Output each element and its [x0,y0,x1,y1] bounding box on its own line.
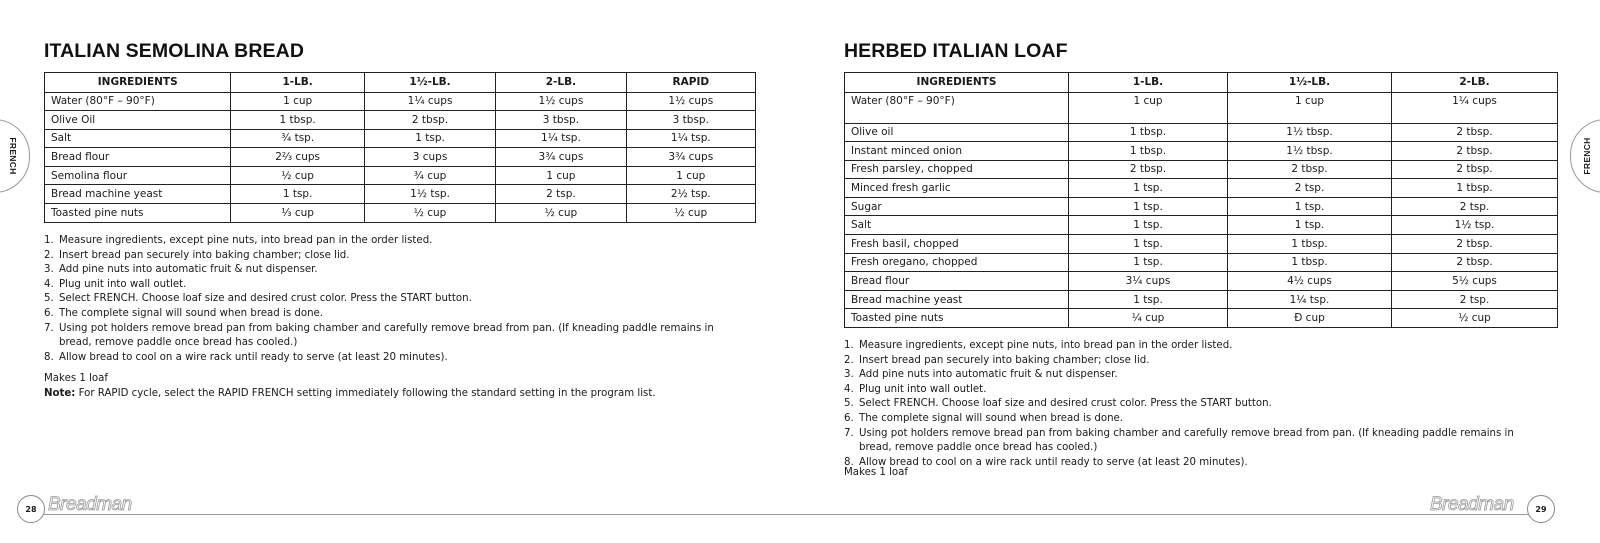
step-text: Plug unit into wall outlet. [859,383,987,395]
instruction-step [844,412,1534,427]
amount-cell: 1 tbsp. [1228,253,1392,272]
amount-cell: ¼ cup [1069,309,1228,328]
instruction-step [844,383,1534,398]
ingredient-cell: Water (80°F – 90°F) [45,92,231,111]
amount-cell: 1½ tbsp. [1228,123,1392,142]
yield-text: Makes 1 loaf [844,467,908,478]
ingredient-cell: Bread flour [45,148,231,167]
amount-cell: 1 tbsp. [1228,235,1392,254]
step-number: 7. [44,322,54,334]
instruction-step [44,234,734,249]
ingredient-cell: Sugar [845,197,1069,216]
step-text: The complete signal will sound when bread is done. [859,412,1124,424]
amount-cell: 1¼ tsp. [626,129,755,148]
amount-cell: 1 cup [496,166,626,185]
step-text: Insert bread pan securely into baking chamber; close lid. [59,249,350,261]
brand-logo: Breadman [48,494,132,515]
table-header-row [45,73,756,93]
step-number: 6. [844,412,854,424]
step-text: Add pine nuts into automatic fruit & nut dispenser. [59,264,318,276]
page-number: 29 [1527,495,1555,523]
table-row [845,123,1558,142]
right-page [800,0,1600,543]
amount-cell: 1 cup [1228,92,1392,123]
instruction-step [844,339,1534,354]
ingredient-cell: Bread flour [845,272,1069,291]
amount-cell: 1 tsp. [1069,197,1228,216]
amount-cell: 1¼ tsp. [1228,290,1392,309]
amount-cell: 2 tbsp. [1228,160,1392,179]
step-text: Allow bread to cool on a wire rack until ready to serve (at least 20 minutes). [859,456,1248,468]
amount-cell: 1 tsp. [1069,290,1228,309]
amount-cell: 2⅔ cups [231,148,364,167]
instruction-step [844,397,1534,412]
step-text: Measure ingredients, except pine nuts, into bread pan in the order listed. [59,235,433,246]
amount-cell: 2 tbsp. [1392,160,1558,179]
amount-cell: 5½ cups [1392,272,1558,291]
amount-cell: Ð cup [1228,309,1392,328]
amount-cell: 1 tsp. [1069,235,1228,254]
amount-cell: 3¾ cups [496,148,626,167]
step-text: Using pot holders remove bread pan from baking chamber and carefully remove bread from pan. (If kneading paddle remains in bread, remove paddle once bread has cooled.) [859,427,1514,454]
column-header: 1-LB. [1069,73,1228,93]
table-row [845,253,1558,272]
instructions-list [44,234,734,365]
amount-cell: ½ cup [364,204,495,223]
amount-cell: 1 tsp. [364,129,495,148]
column-header: RAPID [626,73,755,93]
instruction-step [44,292,734,307]
table-row [45,185,756,204]
amount-cell: 3 cups [364,148,495,167]
note-text [44,387,656,402]
step-text: Select FRENCH. Choose loaf size and desired crust color. Press the START button. [59,293,472,305]
amount-cell: 3 tbsp. [626,111,755,130]
step-number: 5. [844,398,854,410]
table-row [845,272,1558,291]
amount-cell: 1¼ tsp. [496,129,626,148]
amount-cell: ⅓ cup [231,204,364,223]
amount-cell: 2 tsp. [1392,197,1558,216]
note-body: For RAPID cycle, select the RAPID FRENCH setting immediately following the standard setting in the program list. [78,388,656,399]
ingredient-cell: Fresh oregano, chopped [845,253,1069,272]
table-row [845,92,1558,123]
section-tab-right [1570,119,1600,193]
amount-cell: 1 tsp. [1228,197,1392,216]
amount-cell: 2 tbsp. [364,111,495,130]
amount-cell: 1½ cups [626,92,755,111]
section-tab-left [0,119,30,193]
table-header-row [845,73,1558,93]
ingredient-cell: Fresh basil, chopped [845,235,1069,254]
step-number: 1. [44,235,54,246]
amount-cell: 1 tbsp. [1069,142,1228,161]
amount-cell: 1 tbsp. [1392,179,1558,198]
table-row [845,179,1558,198]
column-header: INGREDIENTS [845,73,1069,93]
instruction-step [44,322,734,351]
step-number: 4. [44,278,54,290]
amount-cell: 2 tsp. [1228,179,1392,198]
amount-cell: 1½ tsp. [1392,216,1558,235]
amount-cell: 1 tsp. [1228,216,1392,235]
table-row [845,290,1558,309]
amount-cell: 3¾ cups [626,148,755,167]
amount-cell: 2 tbsp. [1392,123,1558,142]
amount-cell: ½ cup [626,204,755,223]
amount-cell: 1 tsp. [1069,216,1228,235]
instruction-step [44,263,734,278]
recipe-title: ITALIAN SEMOLINA BREAD [44,40,305,62]
step-number: 1. [844,340,854,351]
section-tab-label: FRENCH [8,137,18,175]
column-header: 1½-LB. [364,73,495,93]
ingredient-cell: Toasted pine nuts [845,309,1069,328]
ingredients-table [844,72,1558,328]
step-number: 6. [44,307,54,319]
step-text: Add pine nuts into automatic fruit & nut dispenser. [859,369,1118,381]
amount-cell: 1 cup [231,92,364,111]
amount-cell: 1½ cups [496,92,626,111]
instruction-step [44,278,734,293]
step-number: 2. [844,354,854,366]
instruction-step [844,456,1534,471]
column-header: 1-LB. [231,73,364,93]
table-row [45,166,756,185]
step-text: Measure ingredients, except pine nuts, into bread pan in the order listed. [859,340,1233,351]
amount-cell: ¾ cup [364,166,495,185]
ingredient-cell: Olive Oil [45,111,231,130]
ingredient-cell: Toasted pine nuts [45,204,231,223]
brand-logo: Breadman [1430,494,1514,515]
step-text: Insert bread pan securely into baking chamber; close lid. [859,354,1150,366]
table-row [845,309,1558,328]
footer-rule [44,514,800,515]
column-header: 1½-LB. [1228,73,1392,93]
step-number: 7. [844,427,854,439]
amount-cell: 2 tsp. [1392,290,1558,309]
column-header: 2-LB. [496,73,626,93]
table-row [45,148,756,167]
column-header: INGREDIENTS [45,73,231,93]
ingredients-table [44,72,756,223]
step-number: 8. [44,351,54,363]
step-text: Select FRENCH. Choose loaf size and desired crust color. Press the START button. [859,398,1272,410]
amount-cell: 2 tbsp. [1392,142,1558,161]
ingredient-cell: Fresh parsley, chopped [845,160,1069,179]
amount-cell: ½ cup [231,166,364,185]
instruction-step [44,307,734,322]
instruction-step [844,354,1534,369]
step-text: The complete signal will sound when bread is done. [59,307,324,319]
amount-cell: 1½ tsp. [364,185,495,204]
yield-text: Makes 1 loaf [44,373,108,384]
amount-cell: 2 tsp. [496,185,626,204]
table-row [45,92,756,111]
amount-cell: ½ cup [496,204,626,223]
step-text: Allow bread to cool on a wire rack until ready to serve (at least 20 minutes). [59,351,448,363]
footer-rule [800,514,1540,515]
step-number: 4. [844,383,854,395]
instruction-step [44,351,734,366]
step-text: Using pot holders remove bread pan from baking chamber and carefully remove bread from pan. (If kneading paddle remains in bread, remove paddle once bread has cooled.) [59,322,714,349]
amount-cell: 2 tbsp. [1392,235,1558,254]
amount-cell: 1¼ cups [364,92,495,111]
step-number: 3. [44,264,54,276]
amount-cell: 3¼ cups [1069,272,1228,291]
amount-cell: 4½ cups [1228,272,1392,291]
page-number: 28 [17,495,45,523]
amount-cell: 1 tsp. [231,185,364,204]
recipe-title: HERBED ITALIAN LOAF [844,40,1068,62]
table-row [45,129,756,148]
table-row [45,111,756,130]
ingredient-cell: Bread machine yeast [845,290,1069,309]
section-tab-label: FRENCH [1582,137,1592,175]
step-number: 3. [844,369,854,381]
ingredient-cell: Semolina flour [45,166,231,185]
amount-cell: 2½ tsp. [626,185,755,204]
step-number: 8. [844,456,854,468]
amount-cell: 2 tbsp. [1392,253,1558,272]
table-row [845,216,1558,235]
instruction-step [44,249,734,264]
amount-cell: ½ cup [1392,309,1558,328]
table-row [845,160,1558,179]
ingredient-cell: Olive oil [845,123,1069,142]
amount-cell: 1 tsp. [1069,253,1228,272]
table-row [845,197,1558,216]
table-row [845,142,1558,161]
ingredient-cell: Salt [845,216,1069,235]
step-text: Plug unit into wall outlet. [59,278,187,290]
amount-cell: 1 tbsp. [1069,123,1228,142]
amount-cell: 2 tbsp. [1069,160,1228,179]
column-header: 2-LB. [1392,73,1558,93]
ingredient-cell: Water (80°F – 90°F) [845,92,1069,123]
amount-cell: 1½ tbsp. [1228,142,1392,161]
step-number: 5. [44,293,54,305]
amount-cell: 1 tbsp. [231,111,364,130]
note-label: Note: [44,388,76,399]
ingredient-cell: Salt [45,129,231,148]
instruction-step [844,427,1534,456]
step-number: 2. [44,249,54,261]
ingredient-cell: Instant minced onion [845,142,1069,161]
table-row [845,235,1558,254]
amount-cell: 3 tbsp. [496,111,626,130]
instruction-step [844,368,1534,383]
amount-cell: 1¼ cups [1392,92,1558,123]
amount-cell: 1 tsp. [1069,179,1228,198]
amount-cell: ¾ tsp. [231,129,364,148]
amount-cell: 1 cup [1069,92,1228,123]
table-row [45,204,756,223]
ingredient-cell: Minced fresh garlic [845,179,1069,198]
instructions-list [844,339,1534,470]
ingredient-cell: Bread machine yeast [45,185,231,204]
amount-cell: 1 cup [626,166,755,185]
